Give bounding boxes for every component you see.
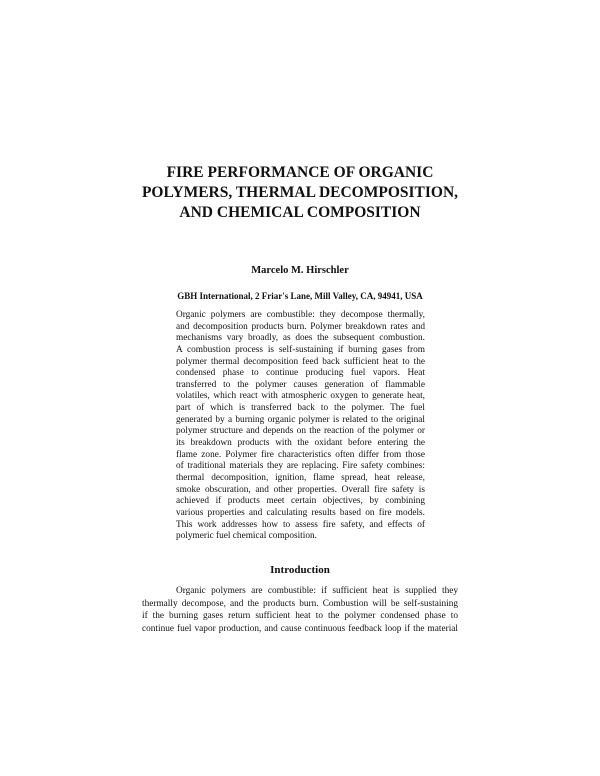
text-line: Organic polymers are combustible: they decompose thermally, [176,310,425,320]
text-line: Organic polymers are combustible: if sufficient heat is supplied they [176,586,458,596]
text-line: its breakdown products with the oxidant before entering the [176,438,425,449]
text-line: smoke obscuration, and other properties. Overall fire safety is [176,484,425,495]
text-line: This work addresses how to assess fire safety, and effects of [176,519,425,530]
text-line: transferred to the polymer causes generation of flammable [176,379,425,390]
text-line: if the burning gases return sufficient heat to the polymer condensed phase to [142,611,458,622]
text-line: volatiles, which react with atmospheric oxygen to generate heat, [176,391,425,402]
text-line: A combustion process is self-sustaining if burning gases from [176,344,425,355]
text-line: mechanisms vary broadly, as does the subsequent combustion. [176,333,425,344]
text-line: various properties and calculating results based on fire models. [176,507,425,518]
introduction-body [142,585,458,635]
affiliation: GBH International, 2 Friar's Lane, Mill Valley, CA, 94941, USA [177,291,423,301]
text-line: flame zone. Polymer fire characteristics often differ from those [176,449,425,460]
text-line: of traditional materials they are replacing. Fire safety combines: [176,461,425,472]
text-line: continue fuel vapor production, and cause continuous feedback loop if the material [142,623,458,634]
text-line: polymer thermal decomposition feed back sufficient heat to the [176,356,425,367]
text-line: and decomposition products burn. Polymer breakdown rates and [176,321,425,332]
text-line: thermally decompose, and the products burn. Combustion will be self-sustaining [142,598,458,609]
text-line: condensed phase to continue producing fuel vapors. Heat [176,368,425,379]
title-line: POLYMERS, THERMAL DECOMPOSITION, [141,184,459,201]
title-line: FIRE PERFORMANCE OF ORGANIC [166,164,434,181]
text-line: part of which is transferred back to the polymer. The fuel [176,403,425,414]
abstract [176,310,425,543]
text-line: polymer structure and depends on the reaction of the polymer or [176,426,425,437]
text-line: generated by a burning organic polymer is related to the original [176,414,425,425]
text-line: polymeric fuel chemical composition. [176,531,317,542]
author-name: Marcelo M. Hirschler [251,265,349,276]
paper-title [0,163,600,223]
title-line: AND CHEMICAL COMPOSITION [179,204,421,221]
text-line: achieved if products meet certain objectives, by combining [176,496,425,507]
section-heading-introduction: Introduction [270,564,330,576]
text-line: thermal decomposition, ignition, flame spread, heat release, [176,472,425,483]
